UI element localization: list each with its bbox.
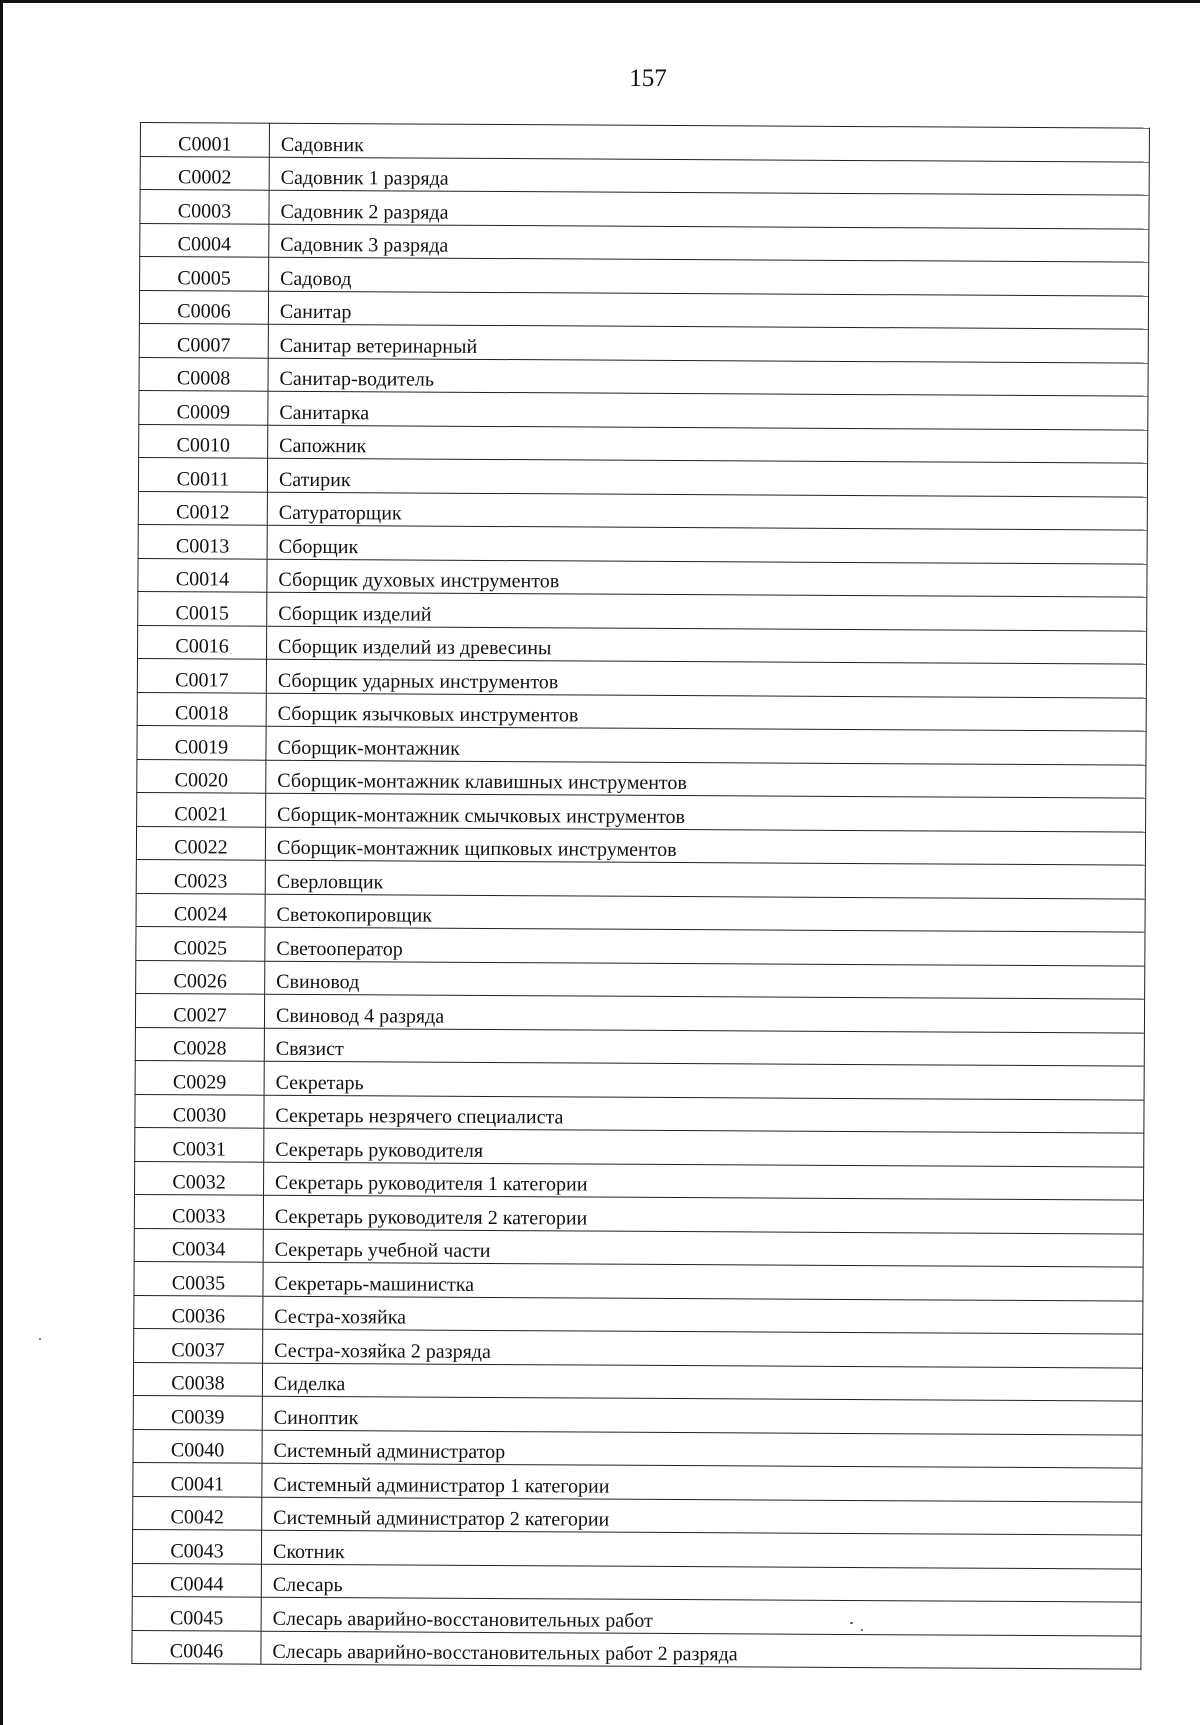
occupation-code-cell: C0018 <box>137 692 266 726</box>
occupation-code-cell: C0009 <box>139 390 268 424</box>
occupation-code-cell: C0037 <box>134 1328 263 1362</box>
occupation-code-cell: C0045 <box>132 1596 261 1630</box>
table-row <box>139 290 1148 329</box>
occupation-name-cell: Сатураторщик <box>267 492 1147 530</box>
occupation-code-cell: C0039 <box>133 1395 262 1429</box>
occupation-code-cell: C0021 <box>137 792 266 826</box>
table-row <box>135 1027 1144 1066</box>
occupation-code-cell: C0030 <box>135 1094 264 1128</box>
occupation-name-cell: Системный администратор 1 категории <box>262 1463 1142 1501</box>
table-row <box>132 1563 1141 1602</box>
occupation-name-cell: Слесарь аварийно-восстановительных работ 2 разряда <box>261 1631 1141 1669</box>
table-row <box>139 424 1148 463</box>
occupation-code-cell: C0019 <box>137 725 266 759</box>
occupation-code-cell: C0036 <box>134 1295 263 1329</box>
table-row <box>138 457 1147 496</box>
occupation-name-cell: Сборщик-монтажник <box>266 726 1146 764</box>
occupation-code-cell: C0046 <box>132 1630 261 1664</box>
occupation-code-cell: C0027 <box>135 993 264 1027</box>
table-row <box>137 692 1146 731</box>
occupation-code-cell: C0020 <box>137 759 266 793</box>
occupation-name-cell: Садовод <box>269 257 1149 295</box>
table-row <box>137 759 1146 798</box>
occupation-name-cell: Свиновод <box>265 961 1145 999</box>
occupation-name-cell: Сапожник <box>268 425 1148 463</box>
occupation-name-cell: Сборщик изделий <box>267 592 1147 630</box>
occupation-code-cell: C0035 <box>134 1261 263 1295</box>
table-row <box>133 1362 1142 1401</box>
occupation-code-cell: C0002 <box>140 156 269 190</box>
occupation-name-cell: Секретарь учебной части <box>263 1229 1143 1267</box>
occupation-code-cell: C0031 <box>135 1127 264 1161</box>
occupation-name-cell: Сборщик-монтажник клавишных инструментов <box>266 760 1146 798</box>
occupation-name-cell: Связист <box>264 1028 1144 1066</box>
occupation-code-cell: C0006 <box>139 290 268 324</box>
occupation-name-cell: Секретарь руководителя 2 категории <box>263 1195 1143 1233</box>
scan-speck <box>861 1629 863 1631</box>
table-row <box>135 1127 1144 1166</box>
occupation-name-cell: Скотник <box>261 1530 1141 1568</box>
occupation-name-cell: Секретарь руководителя <box>264 1128 1144 1166</box>
table-row <box>137 658 1146 697</box>
occupation-name-cell: Сборщик-монтажник щипковых инструментов <box>265 827 1145 865</box>
occupation-code-cell: C0017 <box>137 658 266 692</box>
scan-speck <box>39 1338 41 1340</box>
occupation-name-cell: Сестра-хозяйка 2 разряда <box>263 1329 1143 1367</box>
table-row <box>133 1395 1142 1434</box>
table-row <box>136 926 1145 965</box>
occupation-name-cell: Секретарь <box>264 1061 1144 1099</box>
table-row <box>136 859 1145 898</box>
table-row <box>136 826 1145 865</box>
table-row <box>138 591 1147 630</box>
occupation-code-cell: C0026 <box>136 960 265 994</box>
page-number: 157 <box>629 65 667 92</box>
occupation-code-cell: C0028 <box>135 1027 264 1061</box>
occupation-name-cell: Системный администратор <box>262 1430 1142 1468</box>
table-row <box>132 1529 1141 1568</box>
table-row <box>139 390 1148 429</box>
table-row <box>137 792 1146 831</box>
occupation-code-cell: C0016 <box>138 625 267 659</box>
table-row <box>135 1094 1144 1133</box>
table-row <box>138 558 1147 597</box>
table-row <box>138 524 1147 563</box>
occupation-code-cell: C0024 <box>136 893 265 927</box>
occupation-name-cell: Сиделка <box>262 1363 1142 1401</box>
occupation-code-cell: C0032 <box>135 1161 264 1195</box>
occupation-name-cell: Санитар-водитель <box>268 358 1148 396</box>
table-row <box>140 123 1149 162</box>
occupation-code-cell: C0042 <box>133 1496 262 1530</box>
table-body <box>132 123 1150 1670</box>
occupation-name-cell: Светооператор <box>265 927 1145 965</box>
table-row <box>139 357 1148 396</box>
occupation-name-cell: Садовник 3 разряда <box>269 224 1149 262</box>
table-row <box>139 323 1148 362</box>
table-row <box>140 257 1149 296</box>
table-row <box>135 1161 1144 1200</box>
table-row <box>140 223 1149 262</box>
occupation-code-cell: C0033 <box>134 1194 263 1228</box>
occupation-code-cell: C0007 <box>139 323 268 357</box>
occupation-code-table <box>131 122 1150 1670</box>
occupation-name-cell: Санитарка <box>268 391 1148 429</box>
table-row <box>134 1194 1143 1233</box>
occupation-name-cell: Системный администратор 2 категории <box>262 1497 1142 1535</box>
table-row <box>133 1496 1142 1535</box>
occupation-name-cell: Секретарь незрячего специалиста <box>264 1095 1144 1133</box>
table-row <box>138 625 1147 664</box>
occupation-name-cell: Свиновод 4 разряда <box>264 994 1144 1032</box>
occupation-name-cell: Сверловщик <box>265 860 1145 898</box>
occupation-name-cell: Секретарь руководителя 1 категории <box>264 1162 1144 1200</box>
occupation-name-cell: Сборщик духовых инструментов <box>267 559 1147 597</box>
occupation-name-cell: Синоптик <box>262 1396 1142 1434</box>
occupation-code-cell: C0005 <box>140 257 269 291</box>
occupation-name-cell: Сестра-хозяйка <box>263 1296 1143 1334</box>
occupation-code-cell: C0015 <box>138 591 267 625</box>
occupation-name-cell: Садовник 2 разряда <box>269 190 1149 228</box>
occupation-code-cell: C0043 <box>132 1529 261 1563</box>
occupation-code-cell: C0044 <box>132 1563 261 1597</box>
occupation-name-cell: Секретарь-машинистка <box>263 1262 1143 1300</box>
occupation-code-cell: C0001 <box>140 123 269 157</box>
occupation-name-cell: Садовник <box>269 123 1149 161</box>
occupation-code-cell: C0010 <box>139 424 268 458</box>
table-row <box>135 993 1144 1032</box>
occupation-code-cell: C0008 <box>139 357 268 391</box>
table-row <box>134 1328 1143 1367</box>
occupation-code-cell: C0025 <box>136 926 265 960</box>
table-row <box>138 491 1147 530</box>
occupation-code-cell: C0012 <box>138 491 267 525</box>
occupation-name-cell: Садовник 1 разряда <box>269 157 1149 195</box>
occupation-name-cell: Санитар <box>268 291 1148 329</box>
table-row <box>132 1630 1141 1669</box>
table-row <box>133 1462 1142 1501</box>
occupation-code-cell: C0040 <box>133 1429 262 1463</box>
occupation-name-cell: Санитар ветеринарный <box>268 324 1148 362</box>
table-row <box>140 156 1149 195</box>
occupation-name-cell: Слесарь аварийно-восстановительных работ <box>261 1597 1141 1635</box>
occupation-code-cell: C0038 <box>133 1362 262 1396</box>
occupation-name-cell: Сборщик-монтажник смычковых инструментов <box>266 793 1146 831</box>
table-row <box>134 1228 1143 1267</box>
occupation-code-cell: C0029 <box>135 1060 264 1094</box>
occupation-name-cell: Сборщик язычковых инструментов <box>266 693 1146 731</box>
occupation-code-cell: C0011 <box>138 457 267 491</box>
occupation-name-cell: Слесарь <box>261 1564 1141 1602</box>
table-row <box>134 1295 1143 1334</box>
table-row <box>135 1060 1144 1099</box>
table-row <box>137 725 1146 764</box>
occupation-code-cell: C0034 <box>134 1228 263 1262</box>
occupation-code-cell: C0003 <box>140 190 269 224</box>
table-row <box>132 1596 1141 1635</box>
scan-speck <box>850 1622 853 1624</box>
occupation-name-cell: Сборщик ударных инструментов <box>266 659 1146 697</box>
occupation-code-cell: C0014 <box>138 558 267 592</box>
occupation-code-cell: C0022 <box>136 826 265 860</box>
occupation-code-cell: C0023 <box>136 859 265 893</box>
table-row <box>140 190 1149 229</box>
occupation-name-cell: Сатирик <box>267 458 1147 496</box>
table-row <box>136 960 1145 999</box>
occupation-name-cell: Светокопировщик <box>265 894 1145 932</box>
table-row <box>133 1429 1142 1468</box>
table-row <box>134 1261 1143 1300</box>
occupation-code-cell: C0013 <box>138 524 267 558</box>
table-row <box>136 893 1145 932</box>
occupation-name-cell: Сборщик <box>267 525 1147 563</box>
occupation-code-cell: C0041 <box>133 1462 262 1496</box>
occupation-name-cell: Сборщик изделий из древесины <box>267 626 1147 664</box>
occupation-code-cell: C0004 <box>140 223 269 257</box>
